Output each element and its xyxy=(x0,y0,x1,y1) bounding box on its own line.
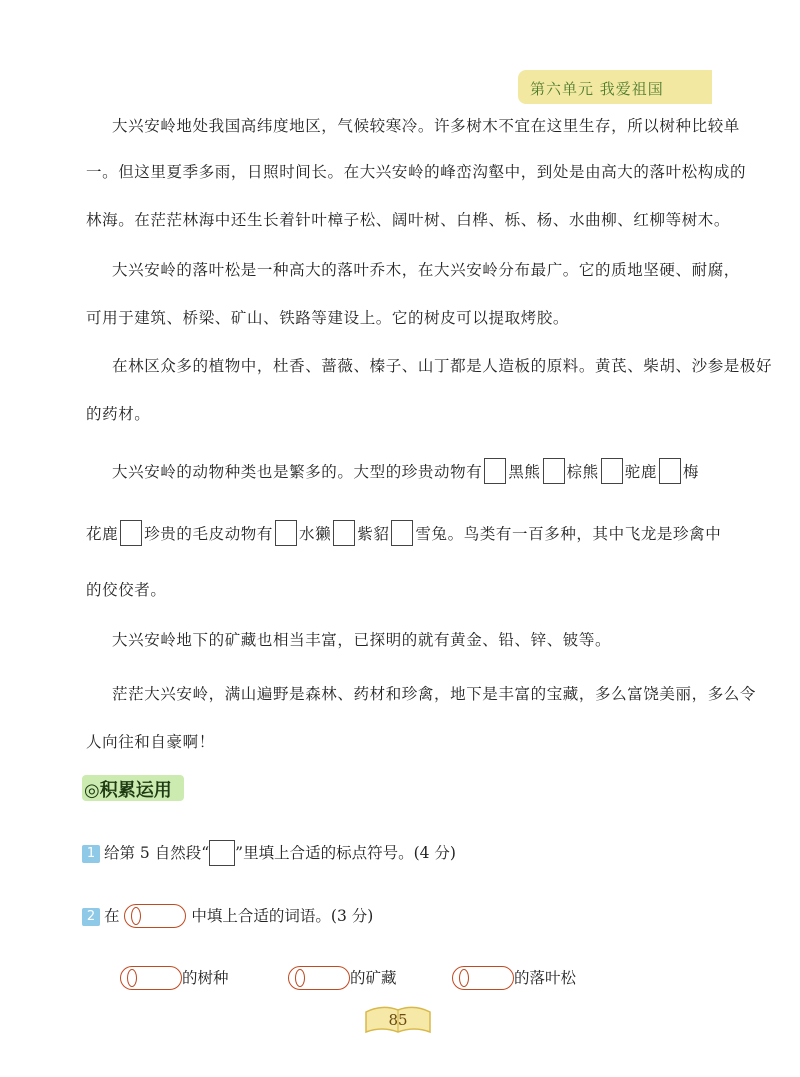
passage-line: 大兴安岭地下的矿藏也相当丰富，已探明的就有黄金、铅、锌、铍等。 xyxy=(112,631,612,649)
punctuation-blank-box[interactable] xyxy=(120,520,142,546)
oval-blank[interactable] xyxy=(452,966,514,990)
question-text: 在 xyxy=(104,907,120,925)
punctuation-blank-box[interactable] xyxy=(601,458,623,484)
punctuation-blank-box[interactable] xyxy=(659,458,681,484)
text-segment: 棕熊 xyxy=(566,463,599,481)
passage-line: 的佼佼者。 xyxy=(86,581,167,599)
question-number: 2 xyxy=(82,908,100,926)
passage-line: 可用于建筑、桥梁、矿山、铁路等建设上。它的树皮可以提取烤胶。 xyxy=(86,309,570,327)
passage-line: 在林区众多的植物中，杜香、蔷薇、榛子、山丁都是人造板的原料。黄芪、柴胡、沙参是极好 xyxy=(112,357,773,375)
punctuation-blank-box[interactable] xyxy=(333,520,355,546)
text-segment: 梅 xyxy=(682,463,700,481)
text-segment: 水獭 xyxy=(299,525,332,543)
text-segment: 驼鹿 xyxy=(624,463,657,481)
question-text: 中填上合适的词语。(3 分) xyxy=(191,907,374,925)
punctuation-blank-box[interactable] xyxy=(391,520,413,546)
fill-suffix: 的树种 xyxy=(182,969,229,987)
oval-blank[interactable] xyxy=(120,966,182,990)
fill-item-2 xyxy=(288,966,397,990)
fill-suffix: 的落叶松 xyxy=(514,969,577,987)
passage-line: 林海。在茫茫林海中还生长着针叶樟子松、阔叶树、白桦、栎、杨、水曲柳、红柳等树木。 xyxy=(86,211,731,229)
question-text: ”里填上合适的标点符号。(4 分) xyxy=(235,844,456,862)
punctuation-blank-box[interactable] xyxy=(484,458,506,484)
fill-item-3 xyxy=(452,966,576,990)
passage-line: 的药材。 xyxy=(86,405,151,423)
passage-line-with-blanks xyxy=(86,520,721,546)
question-1 xyxy=(82,840,456,866)
punctuation-blank-box[interactable] xyxy=(543,458,565,484)
sample-blank-box xyxy=(209,840,235,866)
sample-oval-blank xyxy=(124,904,186,928)
passage-line: 茫茫大兴安岭，满山遍野是森林、药材和珍禽，地下是丰富的宝藏，多么富饶美丽，多么令 xyxy=(112,685,757,703)
passage-line: 大兴安岭的落叶松是一种高大的落叶乔木，在大兴安岭分布最广。它的质地坚硬、耐腐， xyxy=(112,261,740,279)
passage-line: 人向往和自豪啊！ xyxy=(86,733,215,751)
text-segment: 花鹿 xyxy=(86,525,119,543)
fill-item-1 xyxy=(120,966,229,990)
fill-suffix: 的矿藏 xyxy=(350,969,397,987)
page-number-badge xyxy=(362,1002,434,1038)
text-segment: 大兴安岭的动物种类也是繁多的。大型的珍贵动物有 xyxy=(112,463,483,481)
oval-blank[interactable] xyxy=(288,966,350,990)
question-text: 给第 5 自然段“ xyxy=(104,844,210,862)
passage-line: 一。但这里夏季多雨，日照时间长。在大兴安岭的峰峦沟壑中，到处是由高大的落叶松构成的 xyxy=(86,163,747,181)
text-segment: 紫貂 xyxy=(357,525,390,543)
passage-line-with-blanks xyxy=(112,458,699,484)
text-segment: 雪兔。鸟类有一百多种，其中飞龙是珍禽中 xyxy=(415,525,722,543)
text-segment: 黑熊 xyxy=(508,463,541,481)
unit-title: 第六单元 我爱祖国 xyxy=(530,80,664,98)
punctuation-blank-box[interactable] xyxy=(275,520,297,546)
section-title: ◎积累运用 xyxy=(84,780,172,801)
question-2 xyxy=(82,904,373,928)
page-number: 85 xyxy=(388,1011,408,1029)
question-number: 1 xyxy=(82,845,100,863)
passage-line: 大兴安岭地处我国高纬度地区，气候较寒冷。许多树木不宜在这里生存，所以树种比较单 xyxy=(112,117,740,135)
text-segment: 珍贵的毛皮动物有 xyxy=(144,525,274,543)
